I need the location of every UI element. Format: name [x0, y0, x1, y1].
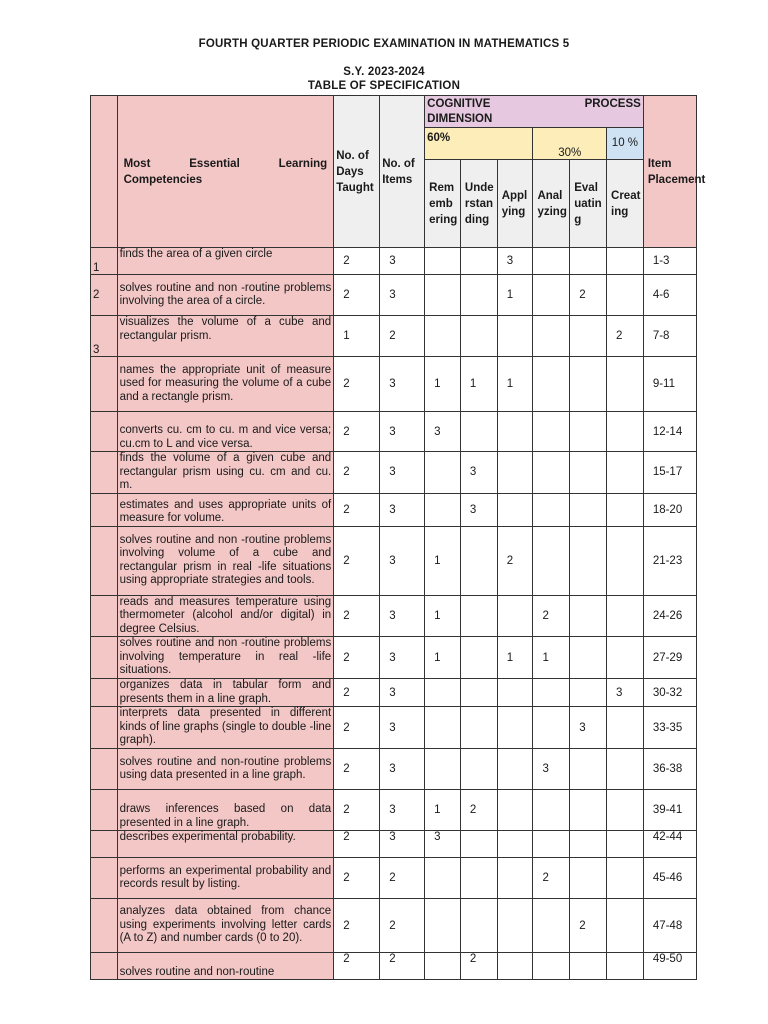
cell-app	[497, 831, 533, 858]
cell-ana: 2	[533, 858, 570, 899]
table-row	[91, 637, 697, 679]
cell-cre: 2	[607, 316, 644, 357]
item-placement-header-cell: Item Placement	[643, 96, 696, 248]
cell-app	[497, 595, 533, 637]
cell-days: 2	[334, 412, 380, 452]
cell-rem	[425, 858, 461, 899]
cell-app	[497, 790, 533, 831]
competencies-header: Most Essential Learning Competencies	[117, 96, 334, 248]
cell-und	[460, 316, 497, 357]
header-evaluating: Evaluating	[570, 160, 607, 248]
cell-eva	[570, 248, 607, 275]
cell-days: 2	[334, 595, 380, 637]
competency-text: solves routine and non-routine problems using data presented in a line graph.	[117, 749, 334, 790]
cell-und	[460, 275, 497, 316]
cell-place: 39-41	[643, 790, 696, 831]
cell-rem: 1	[425, 526, 461, 595]
row-index	[91, 637, 118, 679]
cell-place: 7-8	[643, 316, 696, 357]
cell-rem: 3	[425, 831, 461, 858]
cell-place: 4-6	[643, 275, 696, 316]
cell-rem: 1	[425, 790, 461, 831]
cell-app	[497, 412, 533, 452]
cell-place: 1-3	[643, 248, 696, 275]
cell-app	[497, 749, 533, 790]
row-index	[91, 357, 118, 412]
cell-days: 2	[334, 707, 380, 749]
cell-place: 45-46	[643, 858, 696, 899]
header-applying: Applying	[497, 160, 533, 248]
cell-eva	[570, 679, 607, 707]
cell-app	[497, 858, 533, 899]
competency-text: converts cu. cm to cu. m and vice versa; cu.cm to L and vice versa.	[117, 412, 334, 452]
cell-items: 3	[380, 526, 425, 595]
cell-items: 3	[380, 452, 425, 494]
cell-app: 2	[497, 526, 533, 595]
cognitive-label: COGNITIVE	[427, 97, 491, 110]
cell-cre: 3	[607, 679, 644, 707]
cell-place: 42-44	[643, 831, 696, 858]
cell-eva	[570, 790, 607, 831]
table-row	[91, 953, 697, 980]
cell-app	[497, 953, 533, 980]
cell-cre	[607, 749, 644, 790]
cell-cre	[607, 790, 644, 831]
row-index	[91, 493, 118, 526]
cell-eva	[570, 831, 607, 858]
cell-days: 2	[334, 493, 380, 526]
table-subtitle: TABLE OF SPECIFICATION	[307, 80, 461, 92]
cell-eva: 2	[570, 899, 607, 953]
cell-items: 2	[380, 316, 425, 357]
cell-days: 2	[334, 357, 380, 412]
cell-und: 3	[460, 493, 497, 526]
cell-days: 2	[334, 275, 380, 316]
cell-rem	[425, 899, 461, 953]
cell-cre	[607, 707, 644, 749]
cell-und	[460, 858, 497, 899]
cell-und	[460, 899, 497, 953]
row-index	[91, 526, 118, 595]
cell-und: 3	[460, 452, 497, 494]
cell-und: 2	[460, 790, 497, 831]
table-row	[91, 899, 697, 953]
cell-und	[460, 831, 497, 858]
table-row	[91, 831, 697, 858]
cell-eva: 3	[570, 707, 607, 749]
cell-und	[460, 637, 497, 679]
cell-rem	[425, 707, 461, 749]
cell-eva	[570, 357, 607, 412]
row-index	[91, 452, 118, 494]
cell-und	[460, 412, 497, 452]
cell-items: 3	[380, 412, 425, 452]
cell-items: 3	[380, 357, 425, 412]
competency-text: visualizes the volume of a cube and rectangular prism.	[117, 316, 334, 357]
cell-items: 3	[380, 493, 425, 526]
cell-days: 2	[334, 637, 380, 679]
cell-items: 2	[380, 899, 425, 953]
competency-text: finds the volume of a given cube and rectangular prism using cu. cm and cu. m.	[117, 452, 334, 494]
cell-place: 15-17	[643, 452, 696, 494]
cell-rem: 1	[425, 357, 461, 412]
cell-app: 1	[497, 275, 533, 316]
cell-cre	[607, 412, 644, 452]
competency-text: reads and measures temperature using thermometer (alcohol and/or digital) in degree Celsius.	[117, 595, 334, 637]
cell-app	[497, 679, 533, 707]
cell-app: 1	[497, 357, 533, 412]
cell-und	[460, 679, 497, 707]
cell-ana	[533, 707, 570, 749]
cell-place: 18-20	[643, 493, 696, 526]
cell-eva	[570, 493, 607, 526]
competency-text: solves routine and non-routine	[117, 953, 334, 980]
cell-items: 3	[380, 595, 425, 637]
row-index	[91, 790, 118, 831]
school-year: S.Y. 2023-2024	[343, 66, 425, 78]
cell-place: 24-26	[643, 595, 696, 637]
cell-eva	[570, 452, 607, 494]
competency-text: analyzes data obtained from chance using experiments involving letter cards (A to Z) and number cards (0 to 20).	[117, 899, 334, 953]
pct-10-header: 10 %	[607, 128, 644, 160]
cell-ana	[533, 953, 570, 980]
cell-app: 3	[497, 248, 533, 275]
specification-table	[90, 95, 706, 980]
row-index: 2	[91, 275, 118, 316]
cell-items: 3	[380, 707, 425, 749]
cell-app	[497, 493, 533, 526]
cell-items: 2	[380, 953, 425, 980]
cell-rem	[425, 749, 461, 790]
cell-eva	[570, 953, 607, 980]
header-remembering: Remembering	[425, 160, 461, 248]
table-row	[91, 452, 697, 494]
cell-app	[497, 899, 533, 953]
cell-place: 36-38	[643, 749, 696, 790]
cell-days: 2	[334, 831, 380, 858]
competency-text: names the appropriate unit of measure used for measuring the volume of a cube and a rectangle prism.	[117, 357, 334, 412]
days-taught-header: No. of Days Taught	[334, 96, 380, 248]
items-header: No. of Items	[380, 96, 425, 248]
cell-ana: 2	[533, 595, 570, 637]
cell-rem	[425, 493, 461, 526]
cell-cre	[607, 275, 644, 316]
cell-days: 2	[334, 953, 380, 980]
cell-items: 3	[380, 248, 425, 275]
cell-ana	[533, 526, 570, 595]
competency-text: draws inferences based on data presented in a line graph.	[117, 790, 334, 831]
cell-items: 3	[380, 831, 425, 858]
table-row	[91, 493, 697, 526]
table-row	[91, 248, 697, 275]
cell-und	[460, 526, 497, 595]
cell-ana	[533, 899, 570, 953]
cell-app	[497, 452, 533, 494]
dimension-label: DIMENSION	[427, 112, 493, 125]
cell-app	[497, 707, 533, 749]
cell-ana: 3	[533, 749, 570, 790]
cell-place: 33-35	[643, 707, 696, 749]
row-index	[91, 858, 118, 899]
table-row	[91, 526, 697, 595]
cell-place: 9-11	[643, 357, 696, 412]
cell-rem	[425, 275, 461, 316]
cell-app	[497, 316, 533, 357]
cell-days: 2	[334, 526, 380, 595]
cell-cre	[607, 357, 644, 412]
competency-text: solves routine and non -routine problems involving temperature in real -life situations.	[117, 637, 334, 679]
cell-eva	[570, 595, 607, 637]
cell-und: 1	[460, 357, 497, 412]
cell-cre	[607, 831, 644, 858]
cell-ana	[533, 357, 570, 412]
cell-rem: 1	[425, 595, 461, 637]
row-index	[91, 899, 118, 953]
cell-und	[460, 749, 497, 790]
cell-place: 12-14	[643, 412, 696, 452]
cell-items: 3	[380, 637, 425, 679]
row-index	[91, 707, 118, 749]
cell-days: 2	[334, 790, 380, 831]
cell-app: 1	[497, 637, 533, 679]
cell-cre	[607, 493, 644, 526]
table-row	[91, 595, 697, 637]
cell-rem	[425, 452, 461, 494]
cell-place: 30-32	[643, 679, 696, 707]
cell-eva	[570, 316, 607, 357]
competency-text: describes experimental probability.	[117, 831, 334, 858]
row-index	[91, 953, 118, 980]
cell-cre	[607, 595, 644, 637]
competency-text: interprets data presented in different kinds of line graphs (single to double -line graph).	[117, 707, 334, 749]
table-row	[91, 275, 697, 316]
cell-place: 49-50	[643, 953, 696, 980]
process-label: PROCESS	[584, 97, 641, 110]
competency-text: finds the area of a given circle	[117, 248, 334, 275]
table-row	[91, 749, 697, 790]
row-index	[91, 412, 118, 452]
cell-days: 2	[334, 858, 380, 899]
competency-text: performs an experimental probability and records result by listing.	[117, 858, 334, 899]
table-row	[91, 357, 697, 412]
cell-ana	[533, 831, 570, 858]
cell-place: 47-48	[643, 899, 696, 953]
cell-ana	[533, 452, 570, 494]
cell-cre	[607, 452, 644, 494]
cell-eva: 2	[570, 275, 607, 316]
table-row	[91, 679, 697, 707]
cell-items: 3	[380, 749, 425, 790]
cell-days: 2	[334, 248, 380, 275]
cell-ana	[533, 316, 570, 357]
table-row	[91, 707, 697, 749]
cell-cre	[607, 858, 644, 899]
cell-items: 3	[380, 679, 425, 707]
cell-eva	[570, 412, 607, 452]
cell-rem: 3	[425, 412, 461, 452]
header-analyzing: Analyzing	[533, 160, 570, 248]
cell-eva	[570, 526, 607, 595]
cell-ana	[533, 248, 570, 275]
row-index	[91, 749, 118, 790]
cell-rem	[425, 248, 461, 275]
cell-rem	[425, 953, 461, 980]
competency-text: solves routine and non -routine problems involving volume of a cube and rectangular prism in real -life situations using appropriate strategies and tools.	[117, 526, 334, 595]
cell-und	[460, 595, 497, 637]
competency-text: organizes data in tabular form and presents them in a line graph.	[117, 679, 334, 707]
header-understanding: Understanding	[460, 160, 497, 248]
cell-place: 27-29	[643, 637, 696, 679]
cognitive-process-header	[425, 96, 644, 128]
row-index	[91, 831, 118, 858]
cell-place: 21-23	[643, 526, 696, 595]
competency-text: solves routine and non -routine problems involving the area of a circle.	[117, 275, 334, 316]
cell-eva	[570, 858, 607, 899]
cell-und	[460, 248, 497, 275]
cell-days: 2	[334, 749, 380, 790]
row-index: 1	[91, 248, 118, 275]
cell-ana	[533, 493, 570, 526]
cell-items: 3	[380, 275, 425, 316]
cell-rem	[425, 316, 461, 357]
cell-cre	[607, 637, 644, 679]
cell-und: 2	[460, 953, 497, 980]
cell-ana: 1	[533, 637, 570, 679]
cell-days: 2	[334, 452, 380, 494]
index-header	[91, 96, 118, 248]
row-index	[91, 595, 118, 637]
cell-days: 2	[334, 899, 380, 953]
cell-cre	[607, 899, 644, 953]
table-row	[91, 316, 697, 357]
cell-items: 2	[380, 858, 425, 899]
cell-ana	[533, 275, 570, 316]
table-row	[91, 412, 697, 452]
cell-eva	[570, 637, 607, 679]
cell-ana	[533, 679, 570, 707]
header-creating: Creating	[607, 160, 644, 248]
cell-items: 3	[380, 790, 425, 831]
cell-und	[460, 707, 497, 749]
cell-rem: 1	[425, 637, 461, 679]
row-index	[91, 679, 118, 707]
cell-eva	[570, 749, 607, 790]
cell-days: 1	[334, 316, 380, 357]
cell-cre	[607, 248, 644, 275]
cell-rem	[425, 679, 461, 707]
pct-60-header: 60%	[425, 128, 533, 160]
pct-30-header: 30%	[533, 128, 607, 160]
cell-ana	[533, 790, 570, 831]
cell-cre	[607, 953, 644, 980]
cell-ana	[533, 412, 570, 452]
competency-text: estimates and uses appropriate units of measure for volume.	[117, 493, 334, 526]
cell-cre	[607, 526, 644, 595]
exam-title: FOURTH QUARTER PERIODIC EXAMINATION IN MATHEMATICS 5	[198, 38, 570, 50]
table-row	[91, 858, 697, 899]
table-row	[91, 790, 697, 831]
row-index: 3	[91, 316, 118, 357]
cell-days: 2	[334, 679, 380, 707]
